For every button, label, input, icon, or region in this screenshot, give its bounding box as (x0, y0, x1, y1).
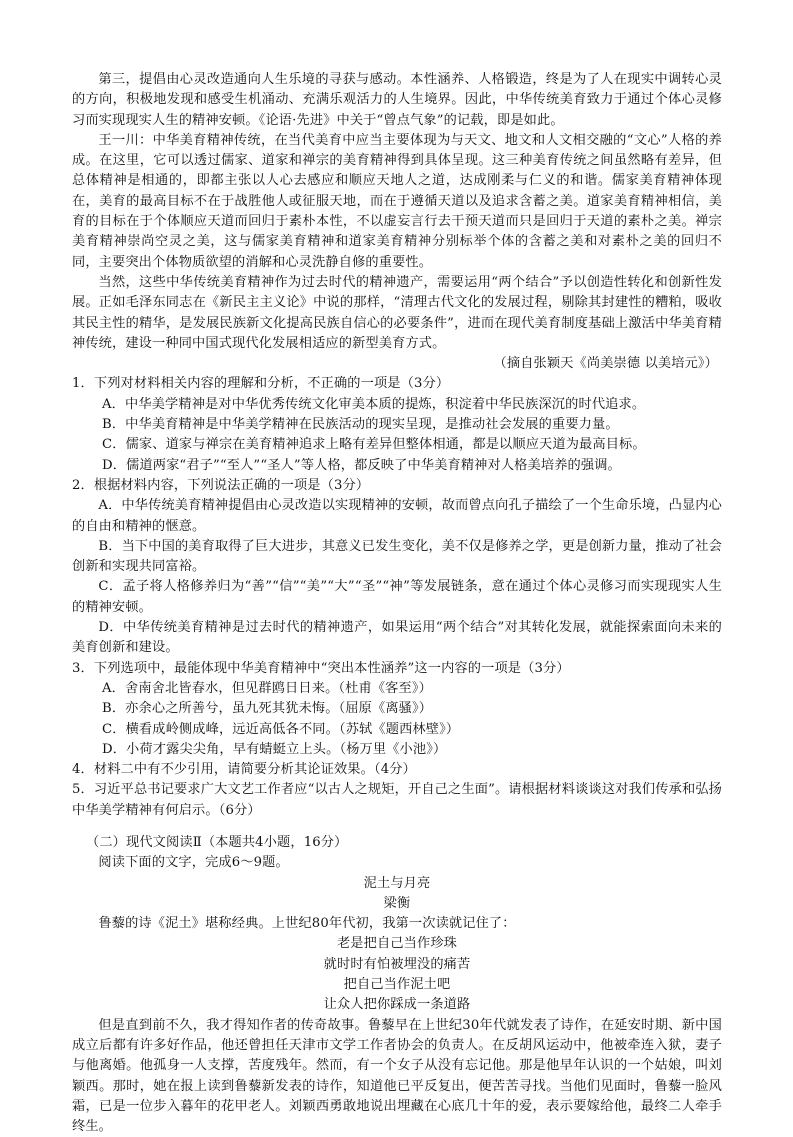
option-c: C．孟子将人格修养归为“善”“信”“美”“大”“圣”“神”等发展链条，意在通过个体心灵修习而实现现实人生的精神安顿。 (72, 579, 722, 615)
article-intro: 鲁藜的诗《泥土》堪称经典。上世纪80年代初，我第一次读就记住了： (98, 916, 516, 932)
option-d: D．儒道两家“君子”“至人”“圣人”等人格，都反映了中华美育精神对人格美培养的强调。 (102, 457, 621, 473)
material-paragraph-2: 王一川：中华美育精神传统，在当代美育中应当主要体现为与天文、地文和人文相交融的“文心”人格的养成。在这里，它可以透过儒家、道家和禅宗的美育精神得到具体呈现。这三种美育传统之间虽然略有差异，但总体精神是相通的，即都主张以人心去感应和顺应天地人之道，达成刚柔与仁义的和谐。儒家美育精神体现在，美育的最高目标不在于战胜他人或征服天地，而在于遵循天道以及追求含蓄之美。道家美育精神相信，美育的目标在于个体顺应天道而回归于素朴本性，不以虚妄言行去干预天道而只是回归于天道的素朴之美。禅宗美育精神崇尚空灵之美，这与儒家美育精神和道家美育精神分别标举个体的含蓄之美和对素朴之美的回归不同，主要突出个体物质欲望的消解和心灵洗静自修的重要性。 (72, 132, 722, 270)
question-stem: 3．下列选项中，最能体现中华美育精神中“突出本性涵养”这一内容的一项是（3分） (72, 660, 570, 676)
question-1 (72, 374, 722, 475)
question-stem: 2．根据材料内容，下列说法正确的一项是（3分） (72, 477, 370, 493)
material-source: （摘自张颖天《尚美崇德 以美培元》） (493, 356, 718, 372)
poem-line-1: 老是把自己当作珍珠 (336, 936, 458, 952)
option-a: A．舍南舍北皆春水，但见群鸥日日来。（杜甫《客至》） (102, 680, 432, 696)
section-2-instruction: 阅读下面的文字，完成6～9题。 (98, 855, 289, 871)
option-b: B．亦余心之所善兮，虽九死其犹未悔。（屈原《离骚》） (102, 701, 433, 717)
question-2 (72, 476, 722, 659)
section-2-title: （二）现代文阅读Ⅱ（本题共4小题，16分） (86, 834, 348, 850)
question-4: 4．材料二中有不少引用，请简要分析其论证效果。（4分） (72, 762, 416, 778)
material-paragraph-1: 第三，提倡由心灵改造通向人生乐境的寻获与感动。本性涵养、人格锻造，终是为了人在现实中调转心灵的方向，积极地发现和感受生机涌动、充满乐观活力的人生境界。因此，中华传统美育致力于通过个体心灵修习而实现现实人生的精神安顿。《论语·先进》中关于“曾点气象”的记载，即是如此。 (72, 72, 722, 128)
article-title: 泥土与月亮 (363, 875, 431, 891)
article-body-paragraph: 但是直到前不久，我才得知作者的传奇故事。鲁藜早在上世纪30年代就发表了诗作，在延安时期、新中国成立后都有许多好作品，他还曾担任天津市文学工作者协会的负责人。在反胡风运动中，他被牵连入狱，妻子与他离婚。他孤身一人支撑，苦度残年。然而，有一个女子从没有忘记他。那是他早年认识的一个姑娘，叫刘颖西。那时，她在报上读到鲁藜新发表的诗作，知道他已平反复出，便苦苦寻找。当他们见面时，鲁藜一脸风霜，已是一位步入暮年的花甲老人。刘颖西勇敢地说出埋藏在心底几十年的爱，表示要嫁给他，最终二人牵手终生。 (72, 1017, 722, 1135)
material-paragraph-3: 当然，这些中华传统美育精神作为过去时代的精神遗产，需要运用“两个结合”予以创造性转化和创新性发展。正如毛泽东同志在《新民主主义论》中说的那样，“清理古代文化的发展过程，剔除其封建性的糟粕，吸收其民主性的精华，是发展民族新文化提高民族自信心的必要条件”，进而在现代美育制度基础上激活中华美育精神传统，建设一种同中国式现代化发展相适应的新型美育方式。 (72, 274, 722, 351)
option-b: B．中华美育精神是中华美学精神在民族活动的现实呈现，是推动社会发展的重要力量。 (102, 417, 619, 433)
section-gap (72, 821, 722, 833)
question-stem: 1．下列对材料相关内容的理解和分析，不正确的一项是（3分） (72, 376, 450, 392)
article-author: 梁衡 (383, 895, 411, 911)
option-a: A．中华传统美育精神提倡由心灵改造以实现精神的安顿，故而曾点向孔子描绘了一个生命乐境，凸显内心的自由和精神的惬意。 (72, 498, 722, 534)
poem-line-4: 让众人把你踩成一条道路 (323, 997, 471, 1013)
poem-line-3: 把自己当作泥土吧 (343, 977, 451, 993)
option-c: C．儒家、道家与禅宗在美育精神追求上略有差异但整体相通，都是以顺应天道为最高目标。 (102, 437, 646, 453)
option-d: D．小荷才露尖尖角，早有蜻蜓立上头。（杨万里《小池》） (102, 741, 447, 757)
option-a: A．中华美学精神是对中华优秀传统文化审美本质的提炼，积淀着中华民族深沉的时代追求。 (102, 396, 646, 412)
option-b: B．当下中国的美育取得了巨大进步，其意义已发生变化，美不仅是修养之学，更是创新力量，推动了社会创新和实现共同富裕。 (72, 538, 722, 575)
poem-line-2: 就时时有怕被埋没的痛苦 (323, 956, 471, 972)
question-3 (72, 659, 722, 760)
question-5: 5．习近平总书记要求广大文艺工作者应“以古人之规矩，开自己之生面”。请根据材料谈谈这对我们传承和弘扬中华美学精神有何启示。（6分） (72, 782, 722, 818)
option-d: D．中华传统美育精神是过去时代的精神遗产，如果运用“两个结合”对其转化发展，就能探索面向未来的美育创新和建设。 (72, 620, 722, 656)
exam-page (72, 70, 722, 1137)
option-c: C．横看成岭侧成峰，远近高低各不同。（苏轼《题西林壁》） (102, 721, 460, 737)
